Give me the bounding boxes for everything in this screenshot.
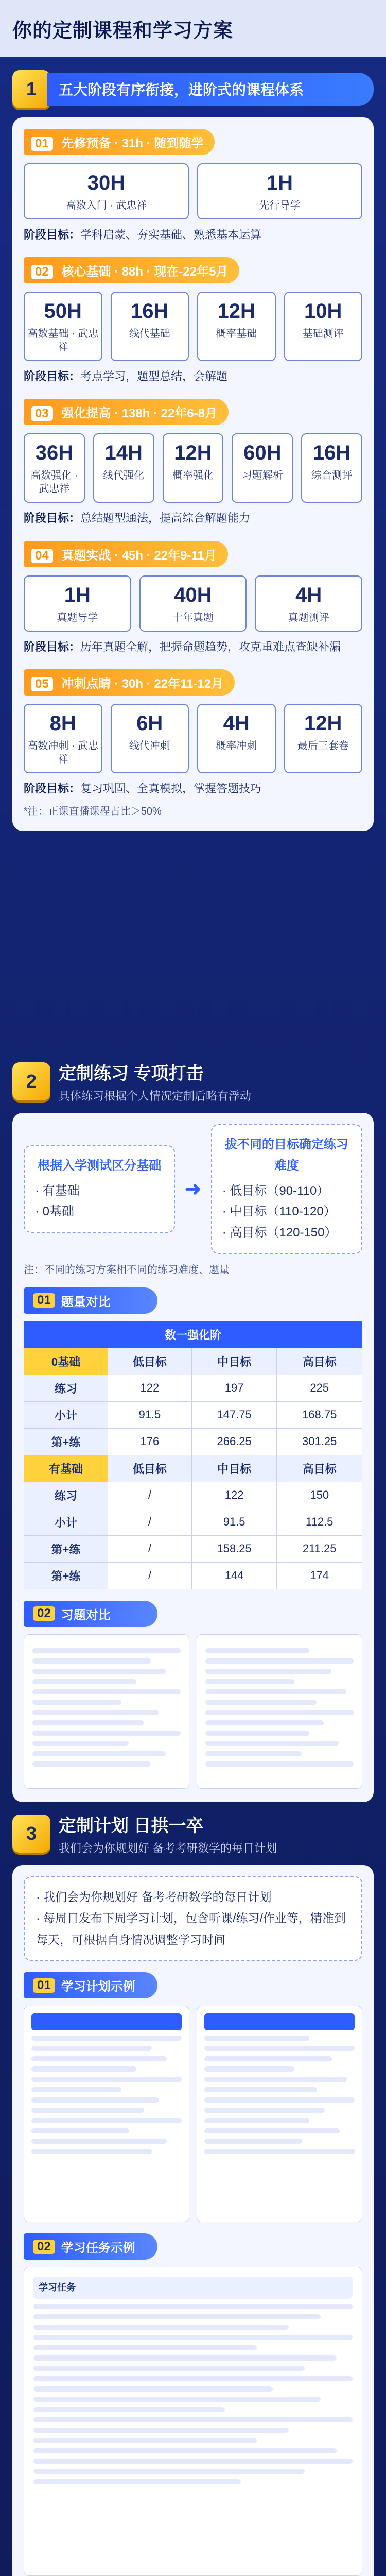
column-header: 高目标	[277, 1348, 362, 1375]
goal-label: 阶段目标：	[24, 370, 81, 383]
group-label: 有基础	[24, 1455, 108, 1482]
base-level-card	[24, 1145, 175, 1233]
course-hours: 8H	[49, 711, 76, 735]
course-box	[139, 575, 247, 632]
subsection-label: 习题对比	[61, 1608, 111, 1622]
phase	[24, 129, 362, 244]
section-titlebox	[59, 1811, 277, 1856]
group-label: 0基础	[24, 1348, 108, 1375]
target-level-title: 拔不同的目标确定练习难度	[224, 1138, 348, 1173]
section-number: 1	[12, 70, 50, 108]
plan-card	[12, 1865, 374, 2576]
phases-card	[12, 117, 374, 831]
table-row	[24, 1375, 362, 1401]
phase	[24, 257, 362, 385]
course-hours: 12H	[174, 442, 212, 465]
phase-label: 真题实战 · 45h · 22年9-11月	[61, 548, 217, 563]
exercise-sheet-image	[197, 1634, 362, 1789]
row-label: 第+练	[24, 1535, 108, 1562]
course-hours: 36H	[35, 442, 74, 465]
section-plan	[0, 1798, 386, 2576]
course-box	[24, 433, 85, 503]
course-name: 真题导学	[57, 612, 98, 623]
row-label: 小计	[24, 1401, 108, 1428]
cell: /	[108, 1562, 191, 1589]
subsection-header	[24, 1601, 157, 1627]
subsection-header	[24, 1972, 157, 1998]
section-title: 定制练习 专项打击	[59, 1064, 204, 1083]
course-box	[284, 704, 363, 773]
row-label: 第+练	[24, 1428, 108, 1455]
practice-card	[12, 1113, 374, 1802]
cell: 112.5	[277, 1509, 362, 1535]
course-hours: 40H	[174, 583, 212, 606]
section-title: 定制计划 日拱一卒	[59, 1816, 204, 1836]
phase-goal	[24, 367, 362, 385]
phase-goal	[24, 226, 362, 244]
goal-label: 阶段目标：	[24, 640, 81, 653]
course-name: 高数冲刺 · 武忠祥	[27, 740, 99, 765]
screen-header-bar	[31, 2013, 182, 2030]
course-hours: 30H	[87, 172, 126, 194]
column-header: 高目标	[277, 1455, 362, 1482]
list-item: · 有基础	[35, 1183, 80, 1198]
course-box	[197, 292, 276, 361]
column-header: 中目标	[191, 1348, 277, 1375]
plan-screenshot-image	[197, 2006, 362, 2222]
volume-table	[24, 1321, 362, 1589]
course-box	[24, 163, 189, 219]
cell: 158.25	[191, 1535, 277, 1562]
course-box	[301, 433, 362, 503]
phase-label: 冲刺点睛 · 30h · 22年11-12月	[61, 676, 224, 691]
course-hours: 4H	[223, 711, 250, 735]
phase-number: 02	[31, 265, 53, 279]
table-title: 数一强化阶	[24, 1321, 362, 1348]
course-hours: 10H	[304, 300, 342, 323]
table-row	[24, 1509, 362, 1535]
table-row	[24, 1401, 362, 1428]
course-box	[163, 433, 224, 503]
plan-screenshots	[24, 2006, 362, 2222]
section-subtitle: 具体练习根据个人情况定制后略有浮动	[59, 1090, 252, 1103]
section-practice	[0, 1046, 386, 1798]
exercise-sheet-image	[24, 1634, 189, 1789]
subsection-number: 01	[33, 1978, 55, 1993]
exercise-samples	[24, 1634, 362, 1789]
cell: 225	[277, 1375, 362, 1401]
course-hours: 60H	[243, 442, 282, 465]
course-box	[111, 704, 189, 773]
table-row	[24, 1562, 362, 1589]
goal-label: 阶段目标：	[24, 228, 81, 241]
section-number: 2	[12, 1062, 50, 1100]
course-boxes	[24, 704, 362, 773]
course-hours: 1H	[266, 172, 293, 194]
cell: 266.25	[191, 1428, 277, 1455]
course-name: 概率冲刺	[216, 740, 257, 752]
goal-text: 历年真题全解，把握命题趋势，攻克重难点查缺补漏	[80, 640, 341, 653]
course-hours: 50H	[44, 300, 82, 323]
course-name: 高数强化 · 武忠祥	[30, 470, 78, 495]
level-note: 注：不同的练习方案相不同的练习难度、题量	[24, 1264, 230, 1276]
section-course-system	[0, 57, 386, 1046]
list-item: · 高目标（120-150）	[222, 1226, 337, 1240]
cell: 168.75	[277, 1401, 362, 1428]
page-title: 你的定制课程和学习方案	[12, 20, 234, 42]
column-header: 中目标	[191, 1455, 277, 1482]
table-row	[24, 1535, 362, 1562]
course-name: 线代冲刺	[129, 740, 170, 752]
subsection-header	[24, 2233, 157, 2260]
phase-tag	[24, 541, 228, 567]
cell: 301.25	[277, 1428, 362, 1455]
table-row	[24, 1482, 362, 1509]
section-header	[12, 70, 374, 108]
course-box	[111, 292, 189, 361]
course-name: 真题测评	[288, 612, 329, 623]
section-note: *注：正课直播课程占比＞50%	[24, 805, 162, 817]
course-hours: 14H	[104, 442, 143, 465]
goal-label: 阶段目标：	[24, 782, 81, 795]
phase-tag	[24, 129, 215, 155]
course-box	[284, 292, 363, 361]
column-header: 低目标	[108, 1348, 191, 1375]
course-hours: 6H	[136, 711, 163, 735]
phase	[24, 541, 362, 656]
subsection-number: 01	[33, 1293, 55, 1308]
row-label: 小计	[24, 1509, 108, 1535]
subsection-label: 学习任务示例	[61, 2241, 135, 2256]
cell: 91.5	[191, 1509, 277, 1535]
phase-label: 强化提高 · 138h · 22年6-8月	[61, 406, 218, 421]
list-item: · 每周日发布下周学习计划，包含听课/练习/作业等，精准到每天，可根据自身情况调整学习时间	[36, 1911, 346, 1946]
screen-header-bar	[204, 2013, 355, 2030]
course-name: 线代基础	[129, 328, 170, 340]
course-name: 概率基础	[216, 328, 257, 340]
section-header	[12, 1811, 374, 1856]
phase-goal	[24, 509, 362, 527]
row-label: 第+练	[24, 1562, 108, 1589]
phase-number: 04	[31, 549, 53, 563]
cell: /	[108, 1509, 191, 1535]
phase-tag	[24, 257, 239, 283]
course-hours: 1H	[64, 583, 91, 606]
course-hours: 16H	[312, 442, 351, 465]
row-label: 练习	[24, 1482, 108, 1509]
course-box	[255, 575, 362, 632]
cell: 197	[191, 1375, 277, 1401]
cell: 91.5	[108, 1401, 191, 1428]
section-header	[12, 1059, 374, 1104]
course-hours: 4H	[295, 583, 322, 606]
phase-goal	[24, 638, 362, 656]
list-item: · 0基础	[35, 1205, 75, 1219]
course-name: 十年真题	[172, 612, 214, 623]
course-box	[24, 575, 131, 632]
phase-goal	[24, 779, 362, 798]
hero-header	[0, 0, 386, 57]
course-name: 习题解析	[241, 470, 283, 482]
cell: 144	[191, 1562, 277, 1589]
task-sample-image	[24, 2267, 362, 2576]
subsection-number: 02	[33, 1606, 55, 1621]
phase-tag	[24, 399, 229, 425]
course-box	[197, 704, 276, 773]
list-item: · 我们会为你规划好 备考考研数学的每日计划	[36, 1890, 272, 1904]
goal-label: 阶段目标：	[24, 512, 81, 525]
cell: /	[108, 1535, 191, 1562]
phase	[24, 669, 362, 798]
subsection-label: 题量对比	[61, 1295, 111, 1309]
base-level-title: 根据入学测试区分基础	[38, 1158, 162, 1173]
course-boxes	[24, 163, 362, 219]
goal-text: 总结题型通法，提高综合解题能力	[80, 512, 251, 525]
cell: 147.75	[191, 1401, 277, 1428]
course-box	[24, 292, 102, 361]
phase-tag	[24, 669, 235, 696]
course-box	[93, 433, 154, 503]
phase-label: 核心基础 · 88h · 现在-22年5月	[61, 265, 229, 279]
table-row	[24, 1428, 362, 1455]
subsection-header	[24, 1287, 157, 1314]
course-hours: 12H	[304, 711, 342, 735]
column-header: 低目标	[108, 1455, 191, 1482]
goal-text: 学科启蒙、夯实基础、熟悉基本运算	[80, 228, 262, 241]
course-name: 综合测评	[311, 470, 353, 482]
course-box	[232, 433, 293, 503]
course-name: 高数入门 · 武忠祥	[65, 200, 147, 211]
course-name: 基础测评	[302, 328, 344, 340]
course-name: 最后三套卷	[297, 740, 349, 752]
phase-number: 05	[31, 677, 53, 691]
section-titlebox	[59, 1059, 251, 1104]
cell: 211.25	[277, 1535, 362, 1562]
phase-label: 先修预备 · 31h · 随到随学	[61, 137, 204, 150]
cell: 176	[108, 1428, 191, 1455]
section-number: 3	[12, 1815, 50, 1853]
course-hours: 12H	[217, 300, 255, 323]
section-subtitle: 我们会为你规划好 备考考研数学的每日计划	[59, 1842, 277, 1855]
goal-text: 复习巩固、全真模拟，掌握答题技巧	[80, 782, 262, 795]
arrow-right-icon: ➜	[184, 1177, 202, 1200]
cell: 122	[108, 1375, 191, 1401]
course-name: 线代强化	[103, 470, 145, 482]
course-boxes	[24, 575, 362, 632]
course-box	[24, 704, 102, 773]
phase-number: 01	[31, 137, 53, 151]
course-name: 高数基础 · 武忠祥	[27, 328, 99, 353]
subsection-number: 02	[33, 2240, 55, 2254]
phase-number: 03	[31, 406, 53, 421]
section-banner: 五大阶段有序衔接，进阶式的课程体系	[47, 73, 374, 106]
course-boxes	[24, 433, 362, 503]
plan-screenshot-image	[24, 2006, 189, 2222]
list-item: · 低目标（90-110）	[222, 1183, 329, 1198]
subsection-label: 学习计划示例	[61, 1980, 135, 1994]
cell: 150	[277, 1482, 362, 1509]
cell: 122	[191, 1482, 277, 1509]
plan-bullets	[24, 1876, 362, 1961]
course-boxes	[24, 292, 362, 361]
task-sheet-title: 学习任务	[33, 2277, 353, 2299]
course-hours: 16H	[131, 300, 169, 323]
course-name: 概率强化	[172, 470, 214, 482]
cell: /	[108, 1482, 191, 1509]
course-name: 先行导学	[259, 200, 301, 211]
list-item: · 中目标（110-120）	[222, 1205, 336, 1219]
cell: 174	[277, 1562, 362, 1589]
phase	[24, 399, 362, 527]
course-box	[197, 163, 362, 219]
row-label: 练习	[24, 1375, 108, 1401]
goal-text: 考点学习，题型总结，会解题	[80, 370, 228, 383]
level-compare	[24, 1124, 362, 1254]
target-level-card	[211, 1124, 362, 1254]
